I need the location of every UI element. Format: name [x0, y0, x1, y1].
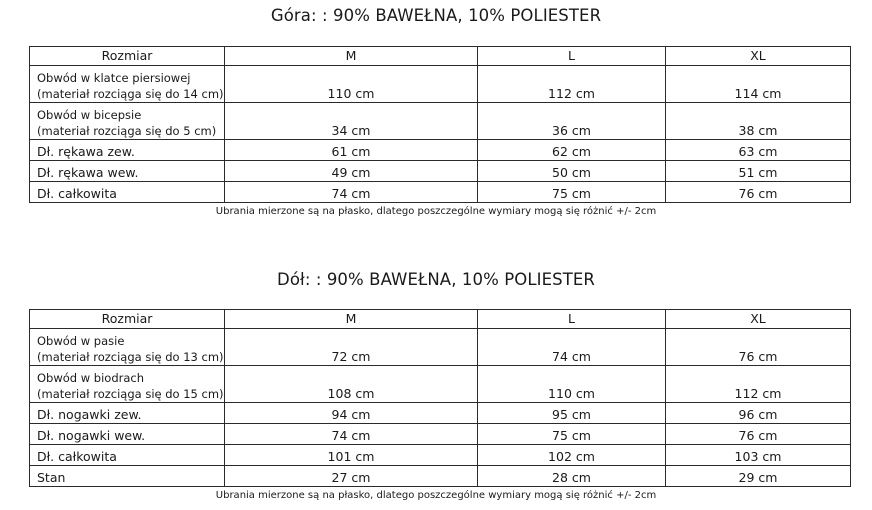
header-xl: XL: [666, 47, 851, 66]
cell-l: 95 cm: [478, 403, 666, 424]
row-label-sub: (materiał rozciąga się do 15 cm): [37, 387, 224, 401]
table-row: [30, 424, 851, 445]
header-m: M: [225, 47, 478, 66]
cell-l: 110 cm: [478, 366, 666, 403]
row-label: Dł. całkowita: [30, 182, 225, 203]
cell-l: 74 cm: [478, 329, 666, 366]
cell-m: 61 cm: [225, 140, 478, 161]
cell-m: 74 cm: [225, 424, 478, 445]
cell-l: 36 cm: [478, 103, 666, 140]
cell-m: 94 cm: [225, 403, 478, 424]
bottom-measurement-note: Ubrania mierzone są na płasko, dlatego poszczególne wymiary mogą się różnić +/- 2cm: [215, 490, 657, 501]
cell-l: 62 cm: [478, 140, 666, 161]
row-label: Dł. całkowita: [30, 445, 225, 466]
cell-xl: 103 cm: [666, 445, 851, 466]
table-header-row: [30, 310, 851, 329]
cell-m: 49 cm: [225, 161, 478, 182]
bottom-section-title: Dół: : 90% BAWEŁNA, 10% POLIESTER: [277, 270, 595, 289]
cell-l: 102 cm: [478, 445, 666, 466]
table-row: [30, 445, 851, 466]
row-label: Dł. nogawki zew.: [30, 403, 225, 424]
header-xl: XL: [666, 310, 851, 329]
row-label: [30, 329, 225, 366]
table-row: [30, 66, 851, 103]
row-label: Stan: [30, 466, 225, 487]
cell-xl: 63 cm: [666, 140, 851, 161]
row-label-main: Obwód w biodrach: [37, 371, 145, 385]
row-label-sub: (materiał rozciąga się do 14 cm): [37, 87, 224, 101]
table-row: [30, 466, 851, 487]
table-row: [30, 182, 851, 203]
row-label: [30, 66, 225, 103]
cell-xl: 51 cm: [666, 161, 851, 182]
cell-l: 112 cm: [478, 66, 666, 103]
table-row: [30, 366, 851, 403]
table-row: [30, 140, 851, 161]
cell-m: 108 cm: [225, 366, 478, 403]
row-label: [30, 103, 225, 140]
cell-m: 101 cm: [225, 445, 478, 466]
cell-xl: 76 cm: [666, 182, 851, 203]
cell-m: 34 cm: [225, 103, 478, 140]
cell-m: 74 cm: [225, 182, 478, 203]
row-label: Dł. nogawki wew.: [30, 424, 225, 445]
cell-l: 75 cm: [478, 424, 666, 445]
table-row: [30, 329, 851, 366]
table-header-row: [30, 47, 851, 66]
cell-xl: 114 cm: [666, 66, 851, 103]
row-label-main: Obwód w pasie: [37, 334, 125, 348]
cell-xl: 38 cm: [666, 103, 851, 140]
top-measurement-note: Ubrania mierzone są na płasko, dlatego poszczególne wymiary mogą się różnić +/- 2cm: [215, 206, 657, 217]
row-label: Dł. rękawa wew.: [30, 161, 225, 182]
header-l: L: [478, 310, 666, 329]
cell-m: 27 cm: [225, 466, 478, 487]
bottom-size-table: [29, 309, 851, 487]
table-row: [30, 161, 851, 182]
header-l: L: [478, 47, 666, 66]
row-label: [30, 366, 225, 403]
cell-xl: 96 cm: [666, 403, 851, 424]
cell-xl: 112 cm: [666, 366, 851, 403]
table-row: [30, 403, 851, 424]
row-label-main: Obwód w bicepsie: [37, 108, 142, 122]
cell-l: 75 cm: [478, 182, 666, 203]
top-section-title: Góra: : 90% BAWEŁNA, 10% POLIESTER: [270, 6, 602, 25]
top-size-table: [29, 46, 851, 203]
cell-m: 110 cm: [225, 66, 478, 103]
row-label-sub: (materiał rozciąga się do 5 cm): [37, 124, 217, 138]
cell-xl: 76 cm: [666, 424, 851, 445]
header-size: Rozmiar: [30, 47, 225, 66]
row-label-main: Obwód w klatce piersiowej: [37, 71, 191, 85]
table-row: [30, 103, 851, 140]
row-label-sub: (materiał rozciąga się do 13 cm): [37, 350, 224, 364]
header-m: M: [225, 310, 478, 329]
header-size: Rozmiar: [30, 310, 225, 329]
cell-m: 72 cm: [225, 329, 478, 366]
row-label: Dł. rękawa zew.: [30, 140, 225, 161]
cell-l: 50 cm: [478, 161, 666, 182]
cell-xl: 76 cm: [666, 329, 851, 366]
cell-xl: 29 cm: [666, 466, 851, 487]
cell-l: 28 cm: [478, 466, 666, 487]
